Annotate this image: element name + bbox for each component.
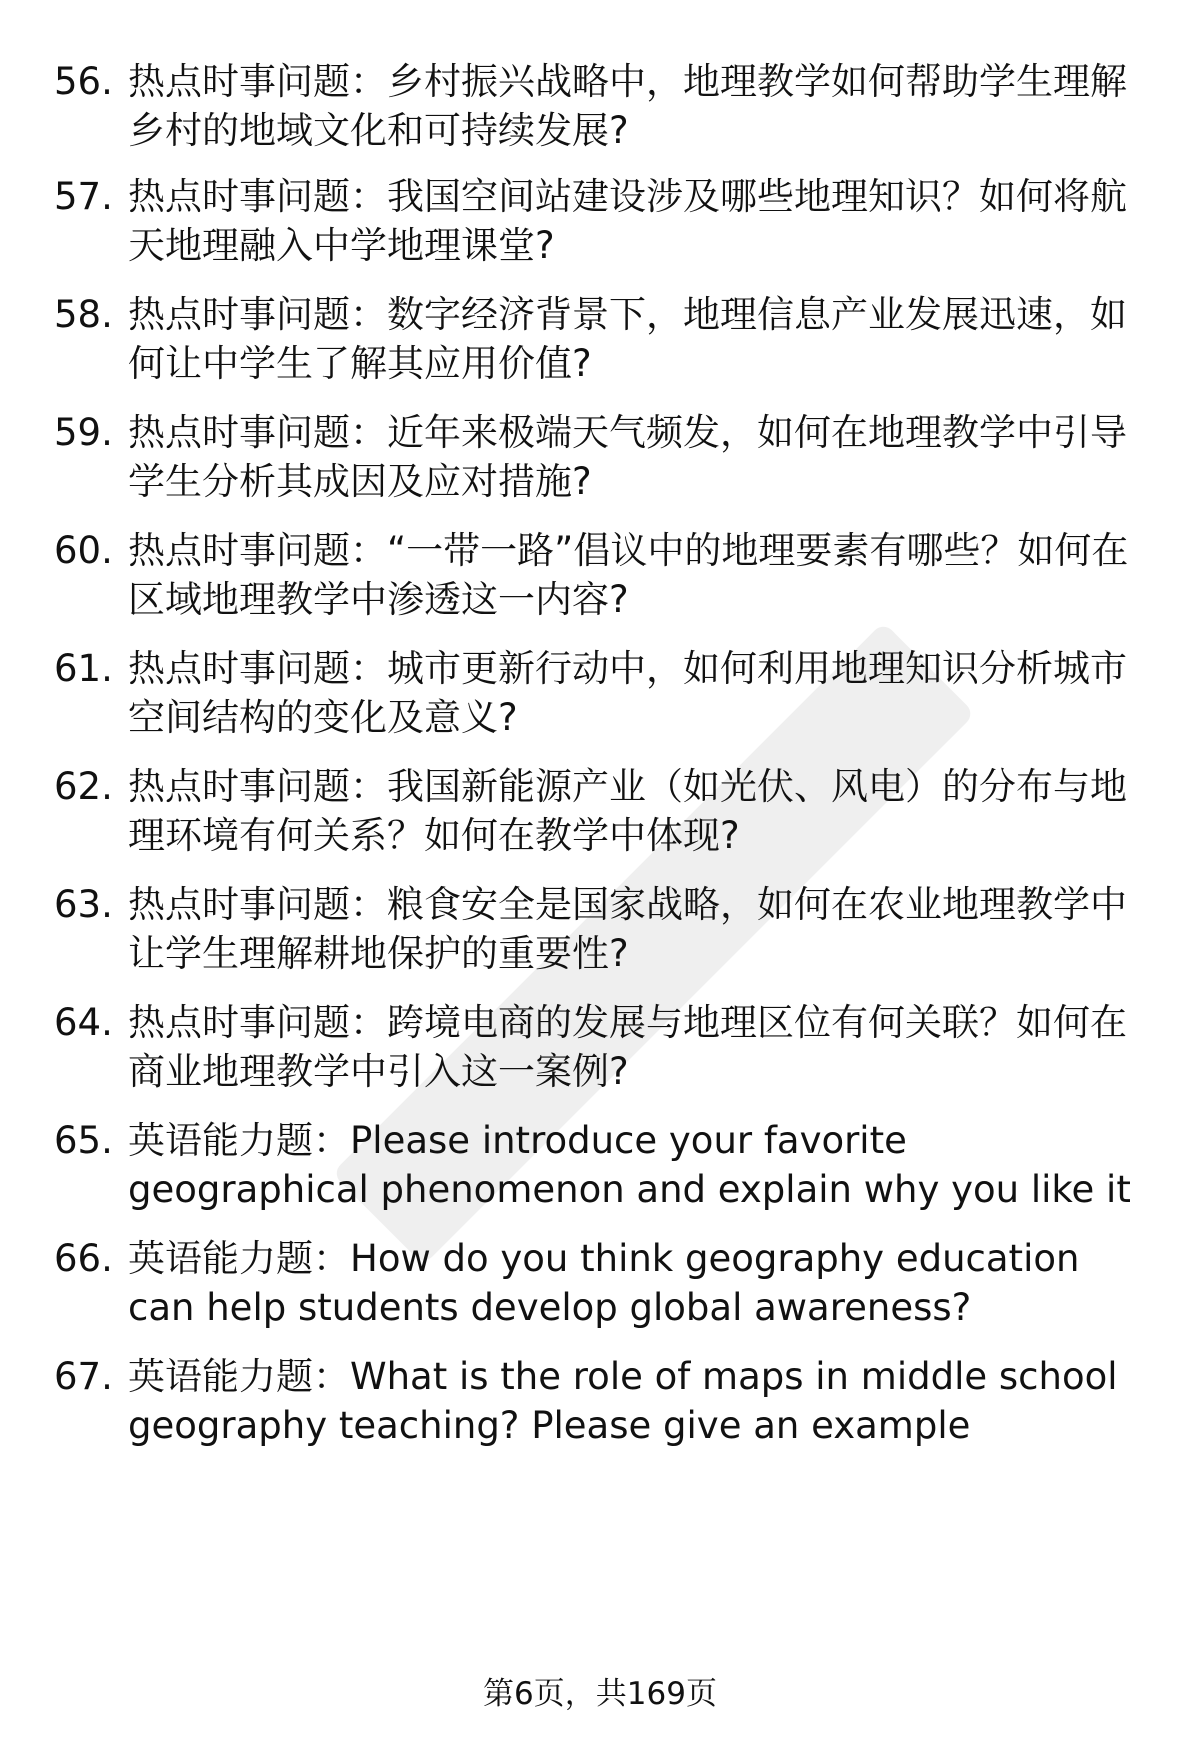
question-number: 64.	[54, 1001, 113, 1044]
question-body	[128, 526, 1144, 624]
question-category: 热点时事问题：	[128, 175, 387, 218]
question-number: 59.	[54, 411, 113, 454]
question-text: 乡村振兴战略中，地理教学如何帮助学生理解乡村的地域文化和可持续发展?	[128, 60, 1127, 152]
question-category: 热点时事问题：	[128, 293, 387, 336]
question-text: 城市更新行动中，如何利用地理知识分析城市空间结构的变化及意义?	[128, 647, 1127, 739]
question-item	[54, 1234, 1144, 1332]
question-text: 我国空间站建设涉及哪些地理知识？如何将航天地理融入中学地理课堂?	[128, 175, 1127, 267]
question-category: 热点时事问题：	[128, 647, 387, 690]
question-category: 热点时事问题：	[128, 765, 387, 808]
question-number: 58.	[54, 293, 113, 336]
question-text: Please introduce your favorite geographical phenomenon and explain why you like it	[128, 1119, 1131, 1211]
question-number: 62.	[54, 765, 113, 808]
question-number: 66.	[54, 1237, 113, 1280]
question-item	[54, 408, 1144, 506]
question-body	[128, 880, 1144, 978]
question-item	[54, 526, 1144, 624]
question-category: 热点时事问题：	[128, 529, 387, 572]
question-text: 近年来极端天气频发，如何在地理教学中引导学生分析其成因及应对措施?	[128, 411, 1127, 503]
question-number: 60.	[54, 529, 113, 572]
question-body	[128, 644, 1144, 742]
question-text: What is the role of maps in middle school geography teaching? Please give an example	[128, 1355, 1118, 1447]
question-item	[54, 172, 1144, 270]
question-item	[54, 1352, 1144, 1450]
question-body	[128, 1352, 1144, 1450]
question-text: 跨境电商的发展与地理区位有何关联？如何在商业地理教学中引入这一案例?	[128, 1001, 1127, 1093]
question-category: 英语能力题：	[128, 1237, 350, 1280]
question-item	[54, 644, 1144, 742]
question-text: 数字经济背景下，地理信息产业发展迅速，如何让中学生了解其应用价值?	[128, 293, 1127, 385]
question-number: 67.	[54, 1355, 113, 1398]
question-item	[54, 1116, 1144, 1214]
question-text: 粮食安全是国家战略，如何在农业地理教学中让学生理解耕地保护的重要性?	[128, 883, 1127, 975]
question-number: 61.	[54, 647, 113, 690]
question-category: 热点时事问题：	[128, 60, 387, 103]
question-text: How do you think geography education can help students develop global awareness?	[128, 1237, 1080, 1329]
question-item	[54, 998, 1144, 1096]
page-indicator: 第6页，共169页	[483, 1676, 717, 1712]
question-category: 热点时事问题：	[128, 411, 387, 454]
question-body	[128, 57, 1144, 155]
question-body	[128, 290, 1144, 388]
question-body	[128, 998, 1144, 1096]
question-body	[128, 408, 1144, 506]
question-item	[54, 57, 1144, 155]
question-body	[128, 172, 1144, 270]
question-number: 56.	[54, 60, 113, 103]
question-text: “一带一路”倡议中的地理要素有哪些？如何在区域地理教学中渗透这一内容?	[128, 529, 1129, 621]
question-category: 热点时事问题：	[128, 883, 387, 926]
question-number: 57.	[54, 175, 113, 218]
question-item	[54, 762, 1144, 860]
question-body	[128, 1234, 1144, 1332]
question-number: 63.	[54, 883, 113, 926]
question-category: 英语能力题：	[128, 1119, 350, 1162]
question-body	[128, 1116, 1144, 1214]
question-text: 我国新能源产业（如光伏、风电）的分布与地理环境有何关系？如何在教学中体现?	[128, 765, 1127, 857]
question-item	[54, 290, 1144, 388]
question-body	[128, 762, 1144, 860]
question-category: 热点时事问题：	[128, 1001, 387, 1044]
question-item	[54, 880, 1144, 978]
question-category: 英语能力题：	[128, 1355, 350, 1398]
question-number: 65.	[54, 1119, 113, 1162]
